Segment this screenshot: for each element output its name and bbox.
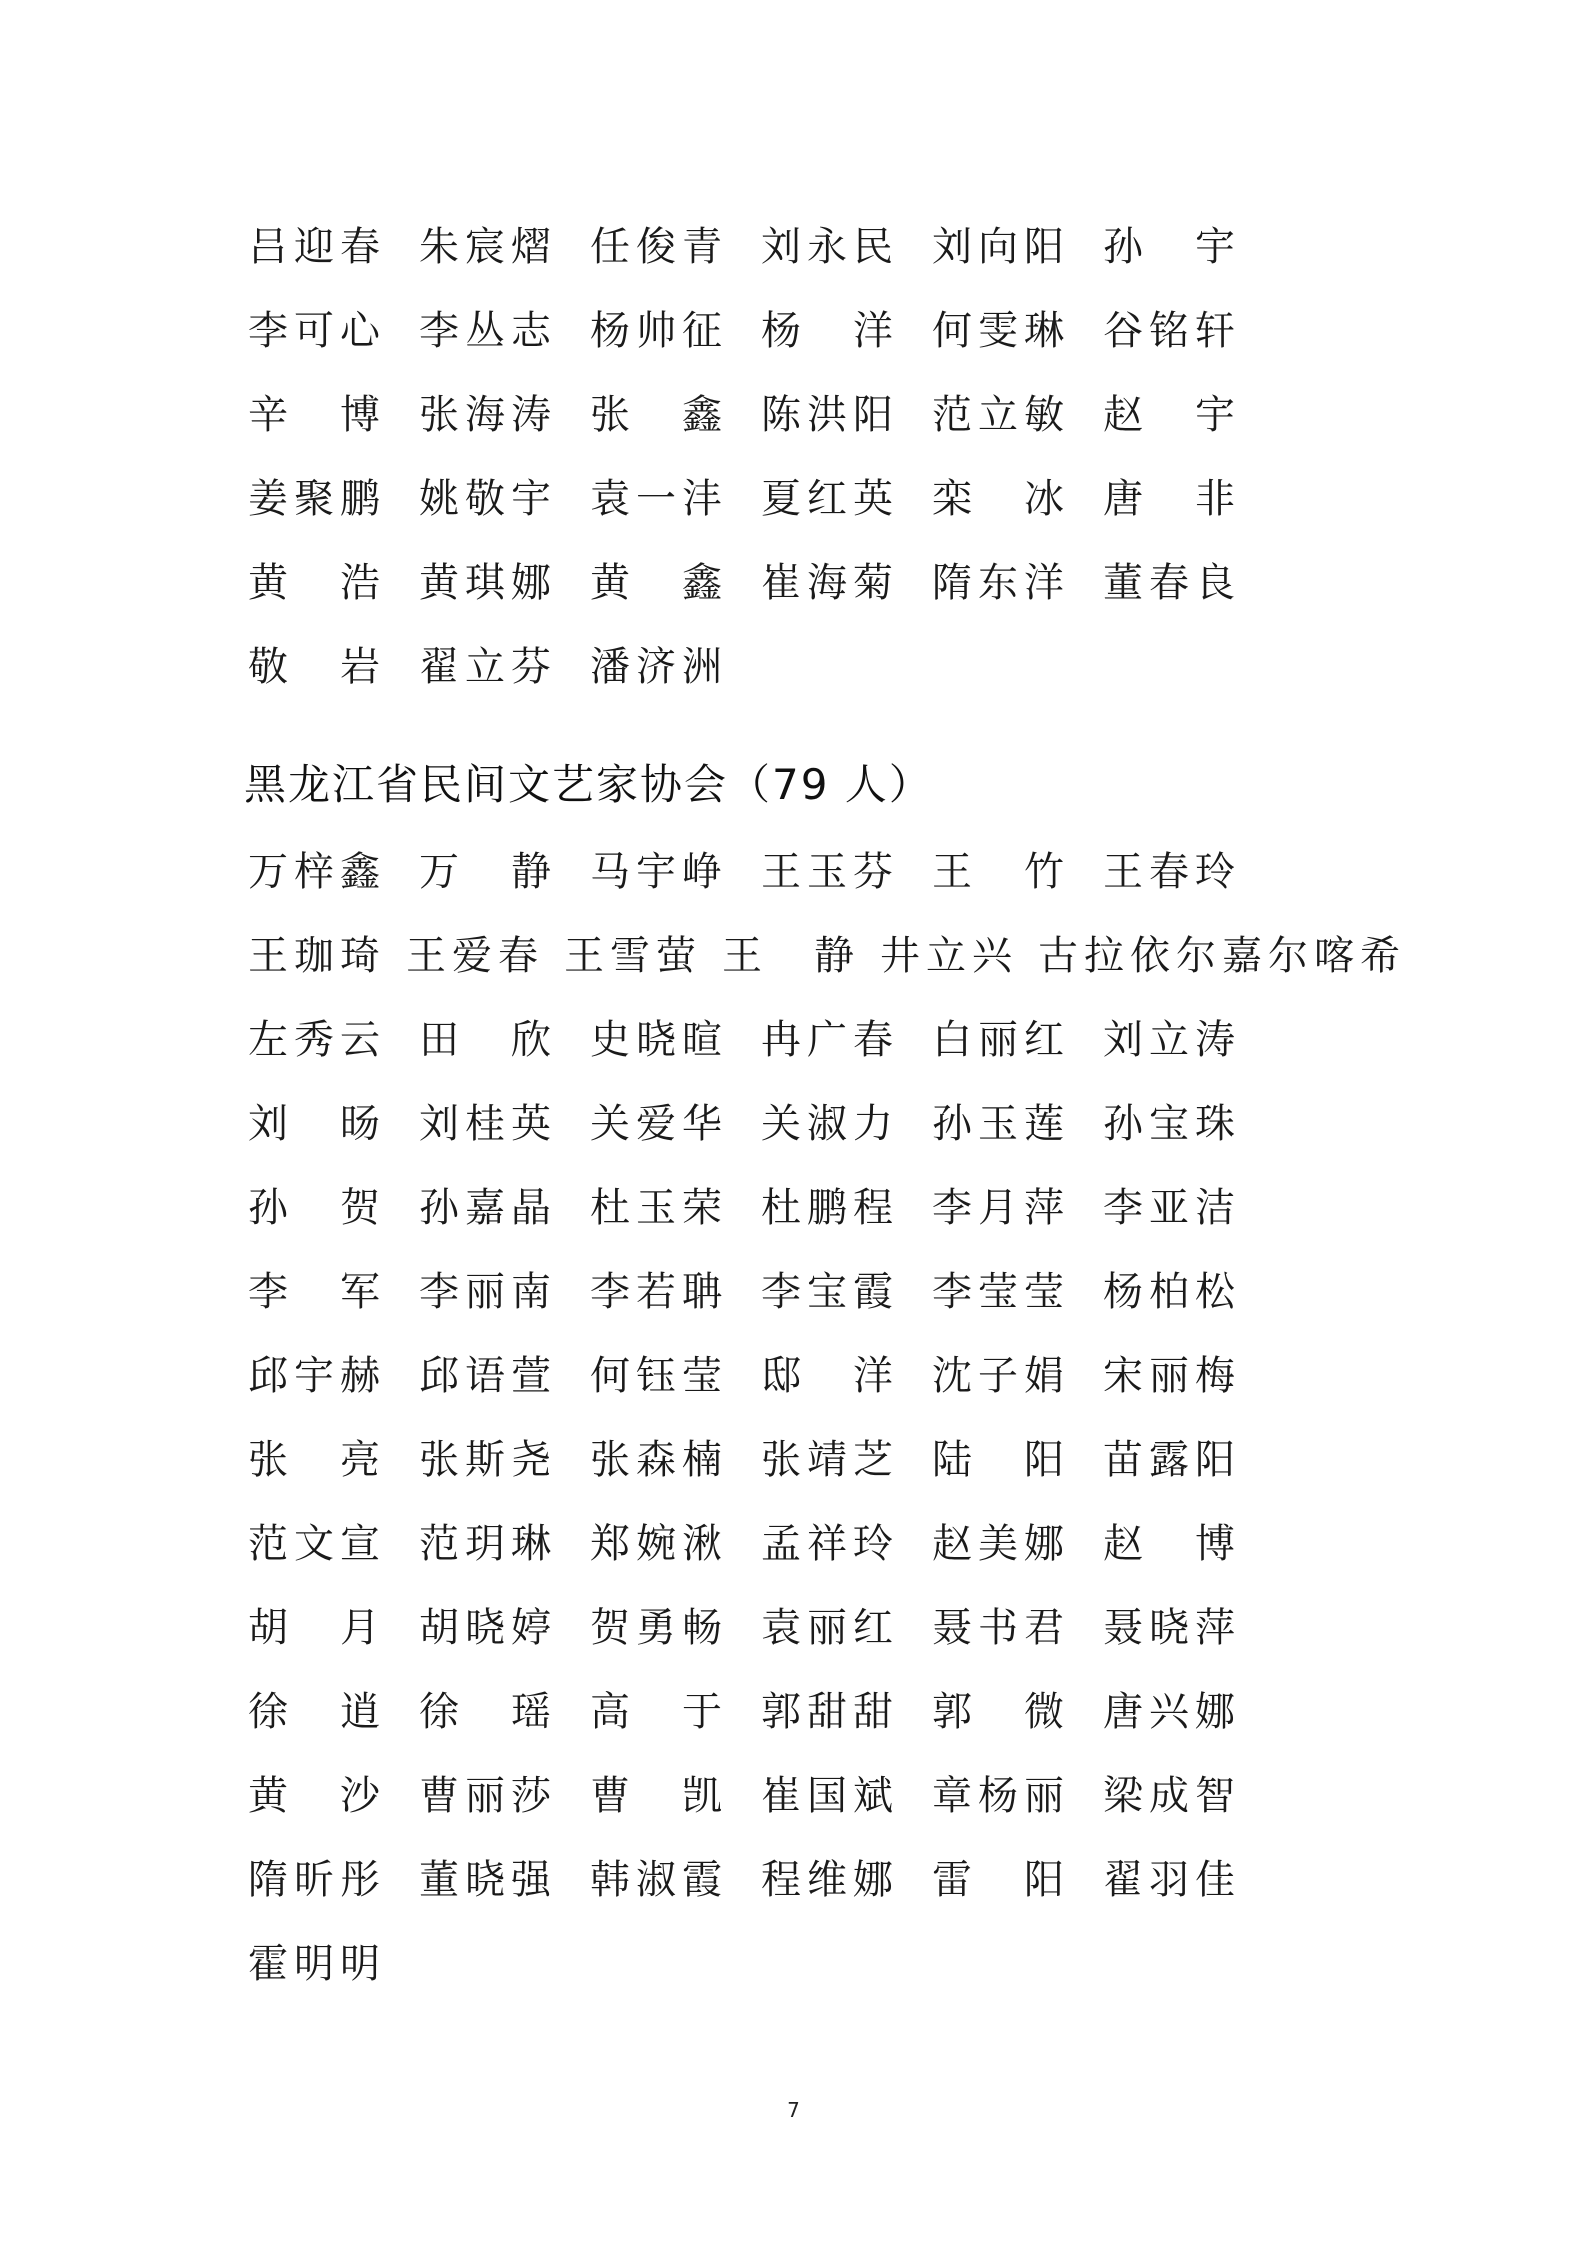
- member-name: 黄琪娜: [419, 560, 557, 606]
- member-name: 李若聃: [590, 1269, 728, 1315]
- member-name: 吕迎春: [248, 224, 386, 270]
- member-name: 古拉依尔嘉尔喀希: [1038, 933, 1406, 979]
- member-name: 刘立涛: [1103, 1017, 1241, 1063]
- member-name: 万梓鑫: [248, 849, 386, 895]
- member-name: 孙玉莲: [932, 1101, 1070, 1147]
- member-name: 张海涛: [419, 392, 557, 438]
- name-row: [248, 625, 1398, 709]
- member-name: 范玥琳: [419, 1521, 557, 1567]
- member-name: 宋丽梅: [1103, 1353, 1241, 1399]
- member-name: 程维娜: [761, 1857, 899, 1903]
- member-name: 孙嘉晶: [419, 1185, 557, 1231]
- member-name: 曹丽莎: [419, 1773, 557, 1819]
- name-row: [248, 914, 1406, 998]
- member-name: 何钰莹: [590, 1353, 728, 1399]
- member-name: 唐兴娜: [1103, 1689, 1241, 1735]
- member-name: 张靖芝: [761, 1437, 899, 1483]
- member-name: 邱宇赫: [248, 1353, 386, 1399]
- member-name: 胡 月: [248, 1605, 386, 1651]
- member-name: 郭甜甜: [761, 1689, 899, 1735]
- member-name: 万 静: [419, 849, 557, 895]
- member-name: 雷 阳: [932, 1857, 1070, 1903]
- name-row: [248, 205, 1398, 289]
- name-row: [248, 289, 1398, 373]
- member-name: 曹 凯: [590, 1773, 728, 1819]
- member-name: 李亚洁: [1103, 1185, 1241, 1231]
- member-name: 王玉芬: [761, 849, 899, 895]
- name-row: [248, 1418, 1398, 1502]
- member-name: 韩淑霞: [590, 1857, 728, 1903]
- member-name: 张斯尧: [419, 1437, 557, 1483]
- member-name: 赵 宇: [1103, 392, 1241, 438]
- member-name: 董春良: [1103, 560, 1241, 606]
- member-name: 袁一沣: [590, 476, 728, 522]
- member-name: 关淑力: [761, 1101, 899, 1147]
- member-name: 杜鹏程: [761, 1185, 899, 1231]
- member-name: 赵 博: [1103, 1521, 1241, 1567]
- member-name: 章杨丽: [932, 1773, 1070, 1819]
- member-name: 杨 洋: [761, 308, 899, 354]
- name-list-section-2: [248, 830, 1406, 2006]
- member-name: 张 亮: [248, 1437, 386, 1483]
- member-name: 杨柏松: [1103, 1269, 1241, 1315]
- name-row: [248, 1922, 1398, 2006]
- member-name: 沈子娟: [932, 1353, 1070, 1399]
- name-row: [248, 373, 1398, 457]
- member-name: 崔国斌: [761, 1773, 899, 1819]
- member-name: 黄 沙: [248, 1773, 386, 1819]
- name-row: [248, 457, 1398, 541]
- member-name: 孙 宇: [1103, 224, 1241, 270]
- member-name: 刘向阳: [932, 224, 1070, 270]
- member-name: 李 军: [248, 1269, 386, 1315]
- member-name: 史晓暄: [590, 1017, 728, 1063]
- member-name: 井立兴: [880, 933, 1018, 979]
- member-name: 王春玲: [1103, 849, 1241, 895]
- member-name: 刘桂英: [419, 1101, 557, 1147]
- member-name: 刘永民: [761, 224, 899, 270]
- name-row: [248, 1502, 1398, 1586]
- member-name: 贺勇畅: [590, 1605, 728, 1651]
- member-name: 李莹莹: [932, 1269, 1070, 1315]
- member-name: 邱语萱: [419, 1353, 557, 1399]
- name-row: [248, 1250, 1398, 1334]
- member-name: 马宇峥: [590, 849, 728, 895]
- member-name: 谷铭轩: [1103, 308, 1241, 354]
- name-row: [248, 1754, 1398, 1838]
- member-name: 杜玉荣: [590, 1185, 728, 1231]
- member-name: 梁成智: [1103, 1773, 1241, 1819]
- member-name: 辛 博: [248, 392, 386, 438]
- member-name: 刘 旸: [248, 1101, 386, 1147]
- member-name: 栾 冰: [932, 476, 1070, 522]
- member-name: 孙 贺: [248, 1185, 386, 1231]
- member-name: 唐 非: [1103, 476, 1241, 522]
- member-name: 姚敬宇: [419, 476, 557, 522]
- member-name: 何雯琳: [932, 308, 1070, 354]
- member-name: 王 静: [722, 933, 860, 979]
- member-name: 翟羽佳: [1103, 1857, 1241, 1903]
- member-name: 夏红英: [761, 476, 899, 522]
- member-name: 张森楠: [590, 1437, 728, 1483]
- member-name: 范文宣: [248, 1521, 386, 1567]
- member-name: 李宝霞: [761, 1269, 899, 1315]
- member-name: 姜聚鹏: [248, 476, 386, 522]
- member-name: 黄 浩: [248, 560, 386, 606]
- member-name: 冉广春: [761, 1017, 899, 1063]
- member-name: 任俊青: [590, 224, 728, 270]
- member-name: 徐 瑶: [419, 1689, 557, 1735]
- member-name: 崔海菊: [761, 560, 899, 606]
- name-row: [248, 1670, 1398, 1754]
- member-name: 李丽南: [419, 1269, 557, 1315]
- member-name: 李可心: [248, 308, 386, 354]
- page-number: 7: [787, 2098, 800, 2122]
- member-name: 王 竹: [932, 849, 1070, 895]
- member-name: 邸 洋: [761, 1353, 899, 1399]
- member-name: 孙宝珠: [1103, 1101, 1241, 1147]
- member-name: 王爱春: [406, 933, 544, 979]
- member-name: 杨帅征: [590, 308, 728, 354]
- member-name: 左秀云: [248, 1017, 386, 1063]
- member-name: 李丛志: [419, 308, 557, 354]
- member-name: 隋东洋: [932, 560, 1070, 606]
- member-name: 敬 岩: [248, 644, 386, 690]
- member-name: 胡晓婷: [419, 1605, 557, 1651]
- name-row: [248, 1586, 1398, 1670]
- member-name: 霍明明: [248, 1941, 386, 1987]
- member-name: 陈洪阳: [761, 392, 899, 438]
- name-row: [248, 1838, 1398, 1922]
- member-name: 隋昕彤: [248, 1857, 386, 1903]
- member-name: 潘济洲: [590, 644, 728, 690]
- member-name: 聂晓萍: [1103, 1605, 1241, 1651]
- member-name: 王雪萤: [564, 933, 702, 979]
- section-heading: 黑龙江省民间文艺家协会（79 人）: [244, 760, 933, 809]
- name-row: [248, 998, 1398, 1082]
- member-name: 王珈琦: [248, 933, 386, 979]
- member-name: 徐 逍: [248, 1689, 386, 1735]
- name-list-section-1: [248, 205, 1398, 709]
- name-row: [248, 541, 1398, 625]
- name-row: [248, 1082, 1398, 1166]
- member-name: 田 欣: [419, 1017, 557, 1063]
- member-name: 董晓强: [419, 1857, 557, 1903]
- name-row: [248, 830, 1398, 914]
- member-name: 郭 微: [932, 1689, 1070, 1735]
- member-name: 范立敏: [932, 392, 1070, 438]
- member-name: 翟立芬: [419, 644, 557, 690]
- name-row: [248, 1166, 1398, 1250]
- member-name: 陆 阳: [932, 1437, 1070, 1483]
- member-name: 张 鑫: [590, 392, 728, 438]
- member-name: 李月萍: [932, 1185, 1070, 1231]
- member-name: 朱宸熠: [419, 224, 557, 270]
- member-name: 关爱华: [590, 1101, 728, 1147]
- member-name: 袁丽红: [761, 1605, 899, 1651]
- member-name: 孟祥玲: [761, 1521, 899, 1567]
- member-name: 苗露阳: [1103, 1437, 1241, 1483]
- member-name: 白丽红: [932, 1017, 1070, 1063]
- member-name: 黄 鑫: [590, 560, 728, 606]
- member-name: 赵美娜: [932, 1521, 1070, 1567]
- member-name: 聂书君: [932, 1605, 1070, 1651]
- member-name: 高 于: [590, 1689, 728, 1735]
- member-name: 郑婉湫: [590, 1521, 728, 1567]
- name-row: [248, 1334, 1398, 1418]
